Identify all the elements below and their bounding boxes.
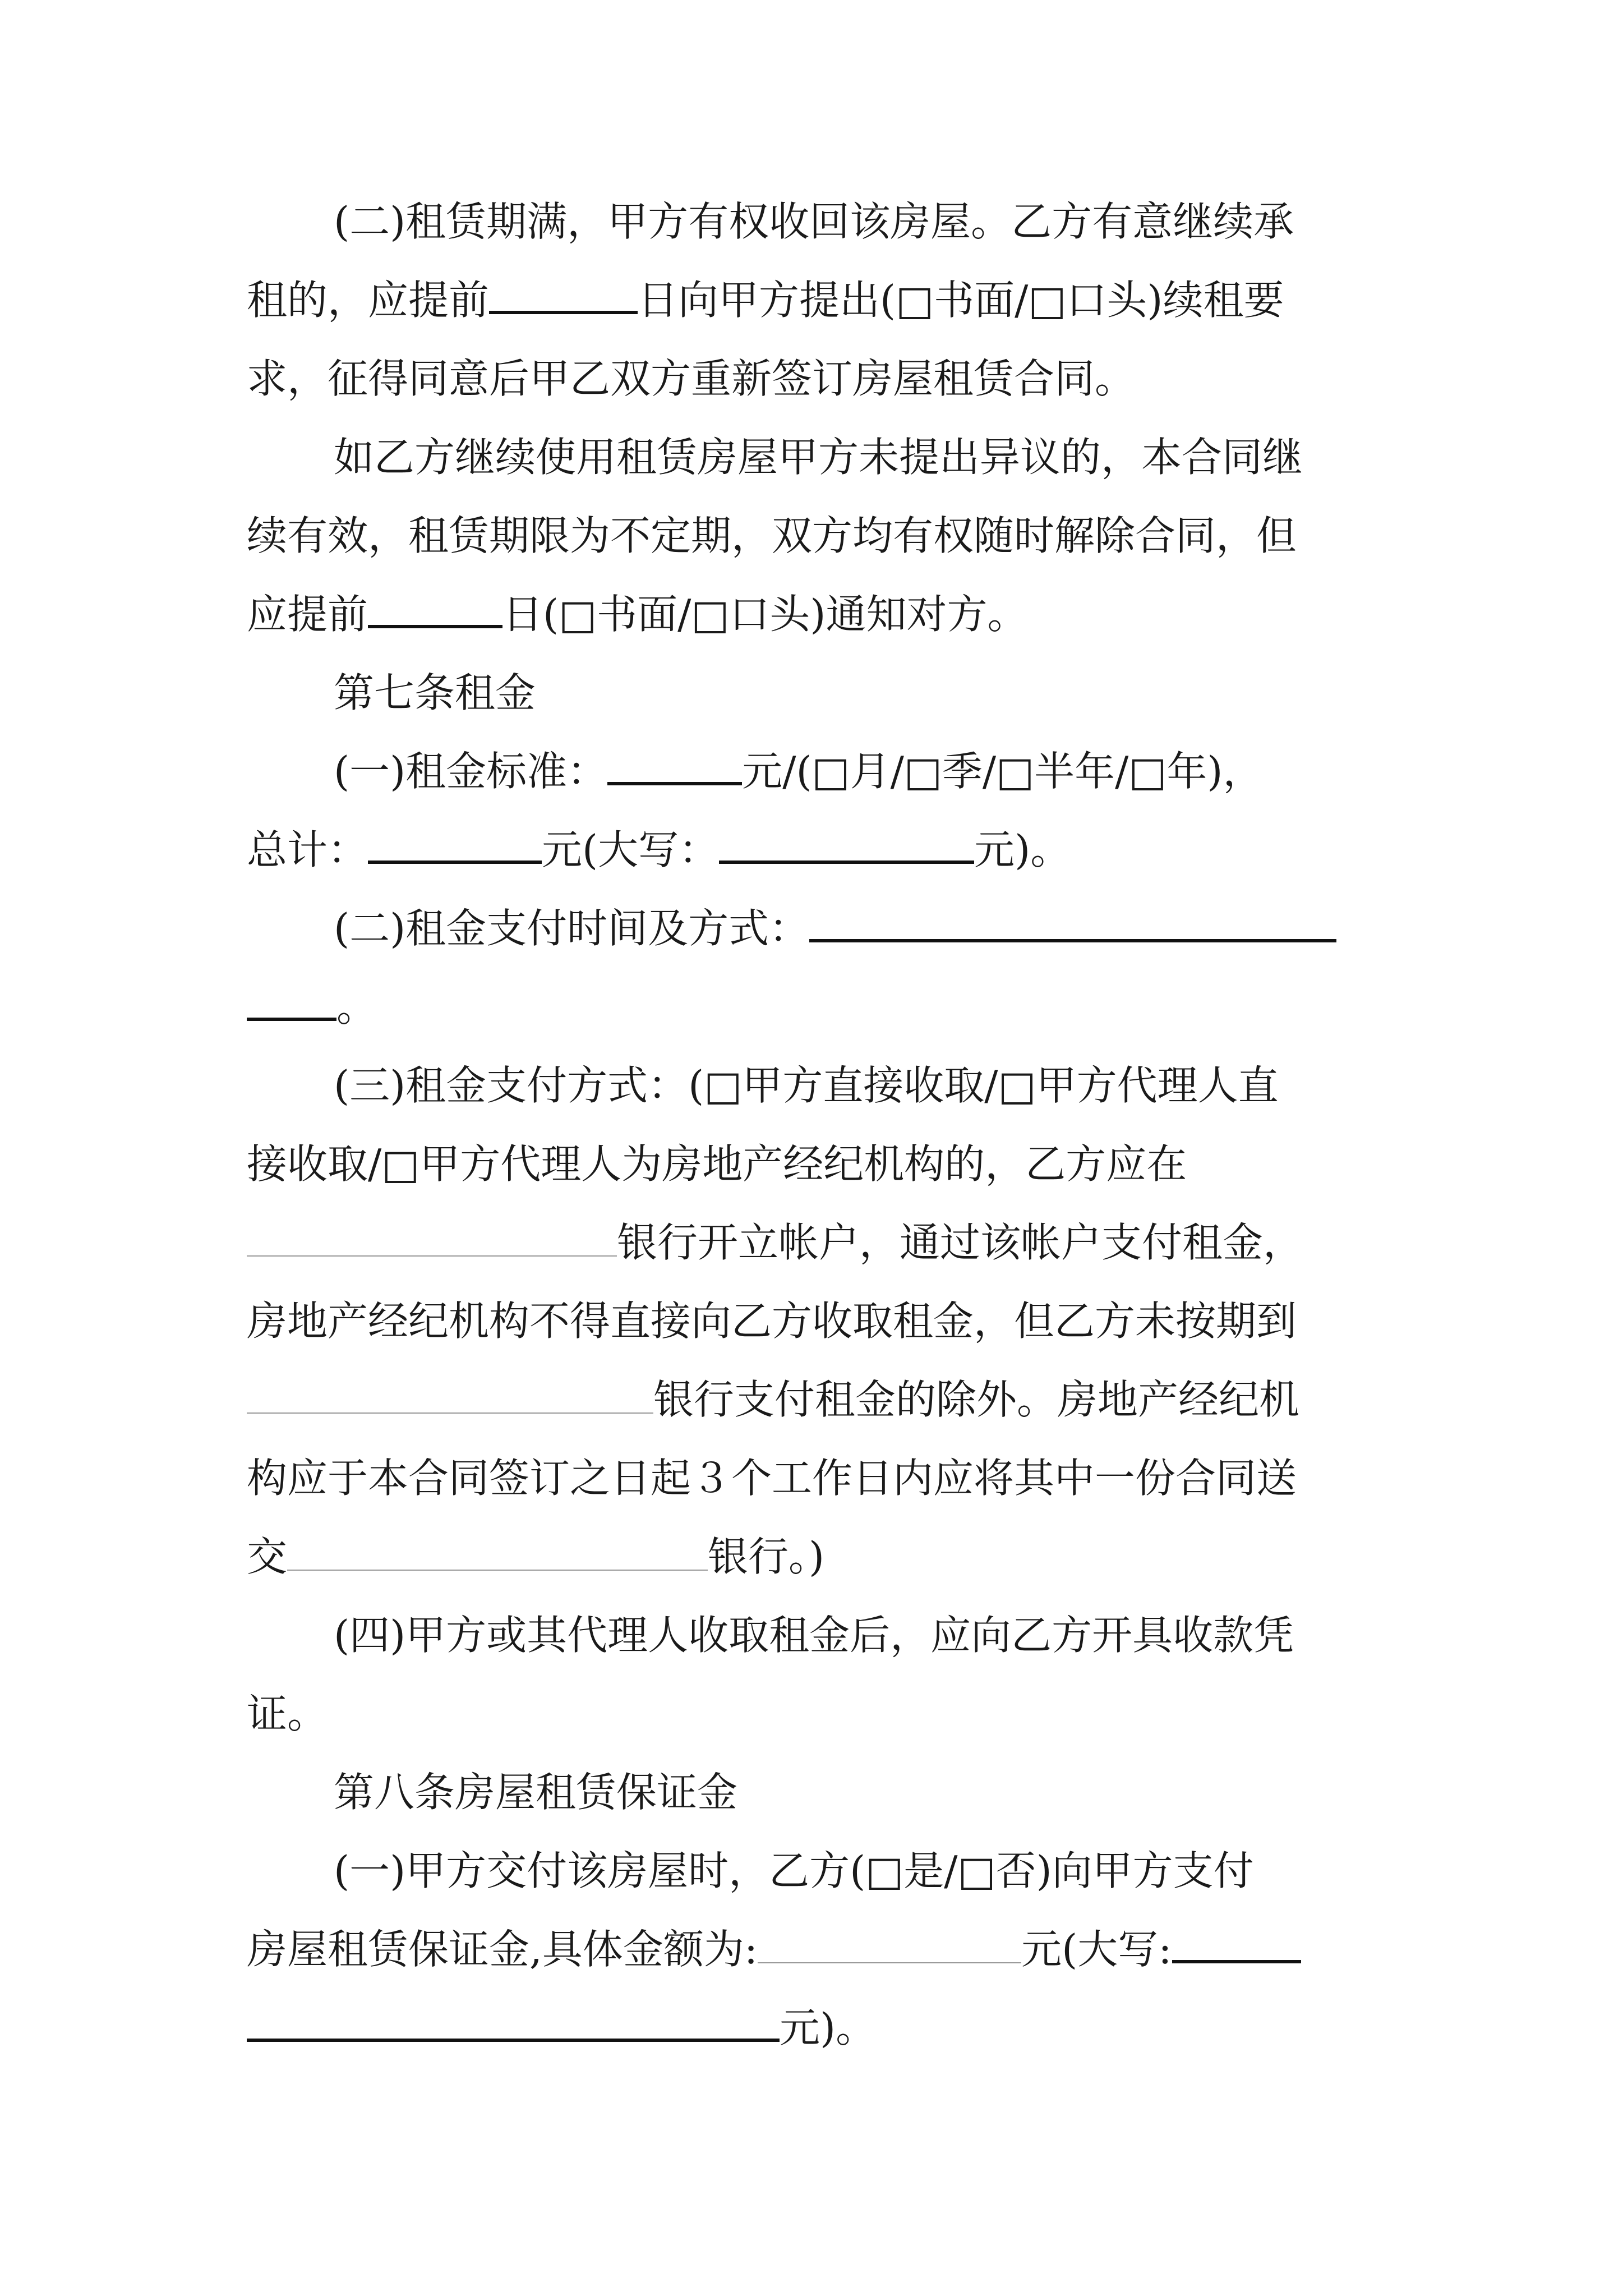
text: (二)租金支付时间及方式： [334, 905, 810, 952]
text: 元)。 [780, 2004, 877, 2051]
paragraph-line [334, 1843, 1254, 1899]
text: 房地产经纪机构不得直接向乙方收取租金，但乙方未按期到 [247, 1297, 1297, 1345]
paragraph-line [247, 822, 1071, 878]
text: 总计： [247, 826, 368, 873]
fill-blank [719, 832, 974, 864]
paragraph-line [247, 586, 1028, 642]
text: 接收取/□甲方代理人为房地产经纪机构的，乙方应在 [247, 1140, 1187, 1188]
text: (四)甲方或其代理人收取租金后，应向乙方开具收款凭 [334, 1612, 1294, 1659]
article-title [334, 1764, 737, 1820]
paragraph-line [247, 1372, 1299, 1428]
text: (一)租金标准： [334, 748, 608, 795]
text: 续有效，租赁期限为不定期，双方均有权随时解除合同，但 [247, 512, 1297, 559]
text: 第七条租金 [334, 669, 536, 716]
paragraph-line [247, 1686, 328, 1742]
paragraph-line [334, 1607, 1294, 1663]
fill-blank [368, 597, 502, 628]
text: (二)租赁期满，甲方有权收回该房屋。乙方有意继续承 [334, 198, 1294, 245]
paragraph-line [334, 900, 1336, 956]
fill-blank [247, 990, 336, 1021]
text: 交 [247, 1533, 288, 1580]
text: 租的，应提前 [247, 277, 490, 324]
fill-blank [1172, 1932, 1301, 1963]
paragraph-line [334, 1057, 1279, 1114]
paragraph-line [247, 1214, 1303, 1271]
paragraph-line [247, 1921, 1301, 1977]
fill-blank [368, 832, 542, 864]
paragraph-line [334, 429, 1303, 485]
text: 房屋租赁保证金,具体金额为: [247, 1926, 758, 1973]
text: 如乙方继续使用租赁房屋甲方未提出异议的，本合同继 [334, 434, 1303, 481]
text: 日(□书面/□口头)通知对方。 [502, 591, 1028, 638]
paragraph-line [247, 1450, 1297, 1506]
text: 日向甲方提出(□书面/□口头)续租要 [638, 277, 1284, 324]
text: 证。 [247, 1690, 328, 1737]
fill-blank [247, 1383, 653, 1414]
fill-blank [247, 2010, 780, 2042]
paragraph-line [247, 1293, 1297, 1349]
text: (一)甲方交付该房屋时，乙方(□是/□否)向甲方支付 [334, 1847, 1254, 1894]
text: 银行。) [708, 1533, 825, 1580]
article-title [334, 665, 536, 721]
text: 元)。 [974, 826, 1071, 873]
paragraph-line [247, 979, 377, 1035]
paragraph-line [247, 272, 1284, 328]
fill-blank [247, 1226, 617, 1257]
paragraph-line [247, 1136, 1187, 1192]
fill-blank [758, 1933, 1021, 1963]
text: 元(大写: [1021, 1926, 1172, 1973]
text: 求，征得同意后甲乙双方重新签订房屋租赁合同。 [247, 355, 1136, 402]
paragraph-line [247, 351, 1135, 407]
paragraph-line [334, 194, 1294, 250]
text: 银行支付租金的除外。房地产经纪机 [653, 1376, 1300, 1423]
text: (三)租金支付方式：(□甲方直接收取/□甲方代理人直 [334, 1062, 1279, 1109]
text: 构应于本合同签订之日起３个工作日内应将其中一份合同送 [247, 1455, 1297, 1502]
text: 银行开立帐户，通过该帐户支付租金， [617, 1219, 1304, 1266]
fill-blank [287, 1540, 708, 1571]
fill-blank [489, 283, 638, 314]
text: 元(大写： [542, 826, 720, 873]
fill-blank [607, 754, 742, 785]
paragraph-line [247, 2000, 876, 2056]
text: 。 [336, 983, 377, 1030]
paragraph-line [247, 508, 1297, 564]
text: 元/(□月/□季/□半年/□年)， [742, 748, 1264, 795]
paragraph-line [247, 1529, 824, 1585]
fill-blank [809, 911, 1336, 942]
text: 应提前 [247, 591, 368, 638]
text: 第八条房屋租赁保证金 [334, 1769, 738, 1816]
paragraph-line [334, 743, 1264, 799]
